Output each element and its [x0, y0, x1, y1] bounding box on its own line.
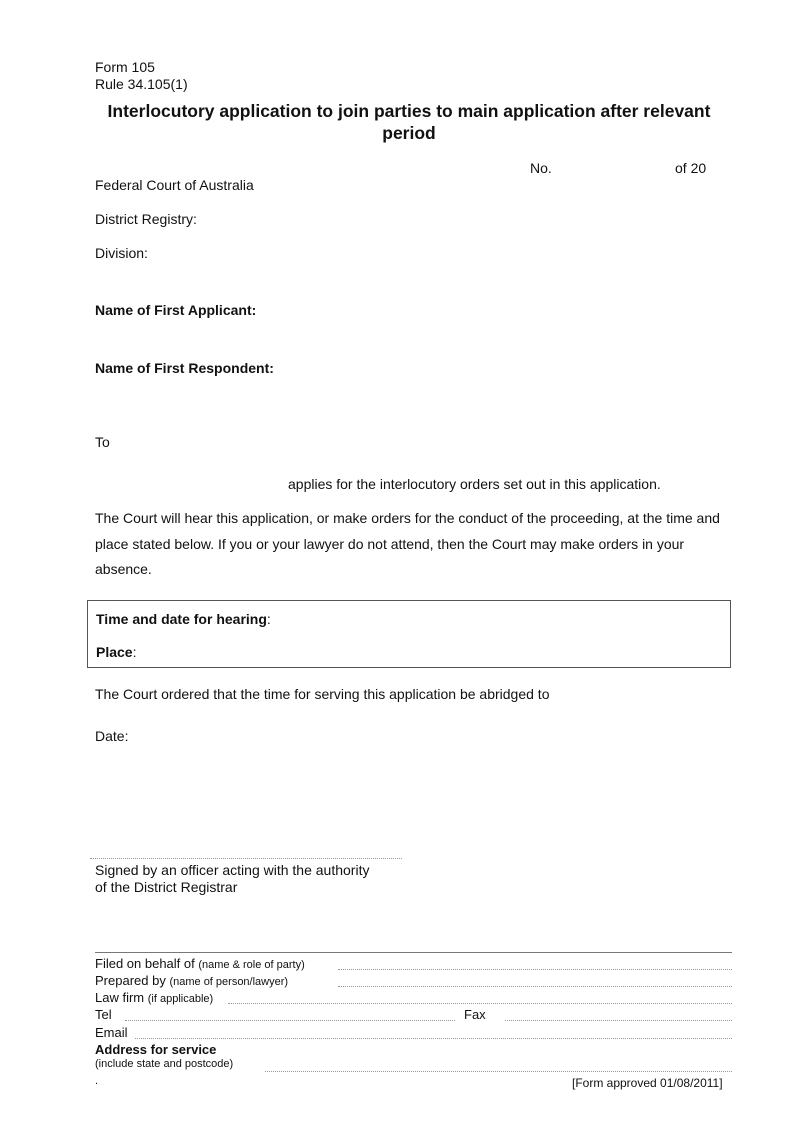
law-firm-row [95, 990, 213, 1005]
document-title: Interlocutory application to join parties to main application after relevant period [107, 101, 711, 143]
filed-on-behalf-hint: (name & role of party) [198, 959, 305, 971]
form-number: Form 105 [95, 59, 155, 75]
hearing-time-label: Time and date for hearing [96, 611, 267, 627]
rule-reference: Rule 34.105(1) [95, 76, 188, 92]
address-for-service-field[interactable] [265, 1071, 732, 1072]
case-number-label: No. [530, 160, 552, 176]
applies-text: applies for the interlocutory orders set out in this application. [288, 476, 661, 492]
law-firm-hint: (if applicable) [147, 993, 214, 1005]
footer-dot: . [95, 1075, 99, 1087]
abridged-text: The Court ordered that the time for serving this application be abridged to [95, 686, 550, 702]
prepared-by-row [95, 973, 288, 988]
division-label: Division: [95, 245, 148, 261]
case-year-label: of 20 [675, 160, 707, 176]
filed-on-behalf-field[interactable] [338, 969, 732, 970]
signature-line [90, 858, 402, 859]
filed-on-behalf-label: Filed on behalf of [95, 956, 195, 971]
district-registry-label: District Registry: [95, 211, 197, 227]
fax-field[interactable] [505, 1020, 732, 1021]
email-label: Email [95, 1025, 128, 1040]
law-firm-field[interactable] [228, 1003, 732, 1004]
hearing-paragraph: The Court will hear this application, or make orders for the conduct of the proceeding, at the time and place stated below. If you or your lawyer do not attend, then the Court may make orders in your absence. [95, 510, 720, 577]
first-applicant-label: Name of First Applicant: [95, 302, 257, 318]
hearing-place-colon: : [132, 644, 137, 660]
hearing-details-box [87, 600, 731, 668]
tel-label: Tel [95, 1007, 112, 1022]
fax-label: Fax [464, 1007, 486, 1022]
form-approved-note: [Form approved 01/08/2011] [572, 1076, 723, 1090]
filed-on-behalf-row [95, 956, 305, 971]
address-for-service-hint: (include state and postcode) [95, 1058, 234, 1070]
prepared-by-field[interactable] [338, 986, 732, 987]
signature-line-1: Signed by an officer acting with the authority [95, 862, 370, 878]
hearing-time-colon: : [266, 611, 271, 627]
signature-line-2: of the District Registrar [95, 879, 238, 895]
court-name: Federal Court of Australia [95, 177, 254, 193]
tel-field[interactable] [125, 1020, 455, 1021]
footer-divider [95, 952, 732, 953]
email-field[interactable] [135, 1038, 732, 1039]
law-firm-label: Law firm [95, 990, 145, 1005]
hearing-place-label: Place [96, 644, 133, 660]
to-label: To [95, 434, 110, 450]
address-for-service-label: Address for service [95, 1042, 217, 1057]
prepared-by-label: Prepared by [95, 973, 166, 988]
hearing-place-row [96, 644, 136, 660]
prepared-by-hint: (name of person/lawyer) [169, 976, 289, 988]
date-label: Date: [95, 728, 129, 744]
hearing-time-row [96, 611, 271, 627]
first-respondent-label: Name of First Respondent: [95, 360, 274, 376]
